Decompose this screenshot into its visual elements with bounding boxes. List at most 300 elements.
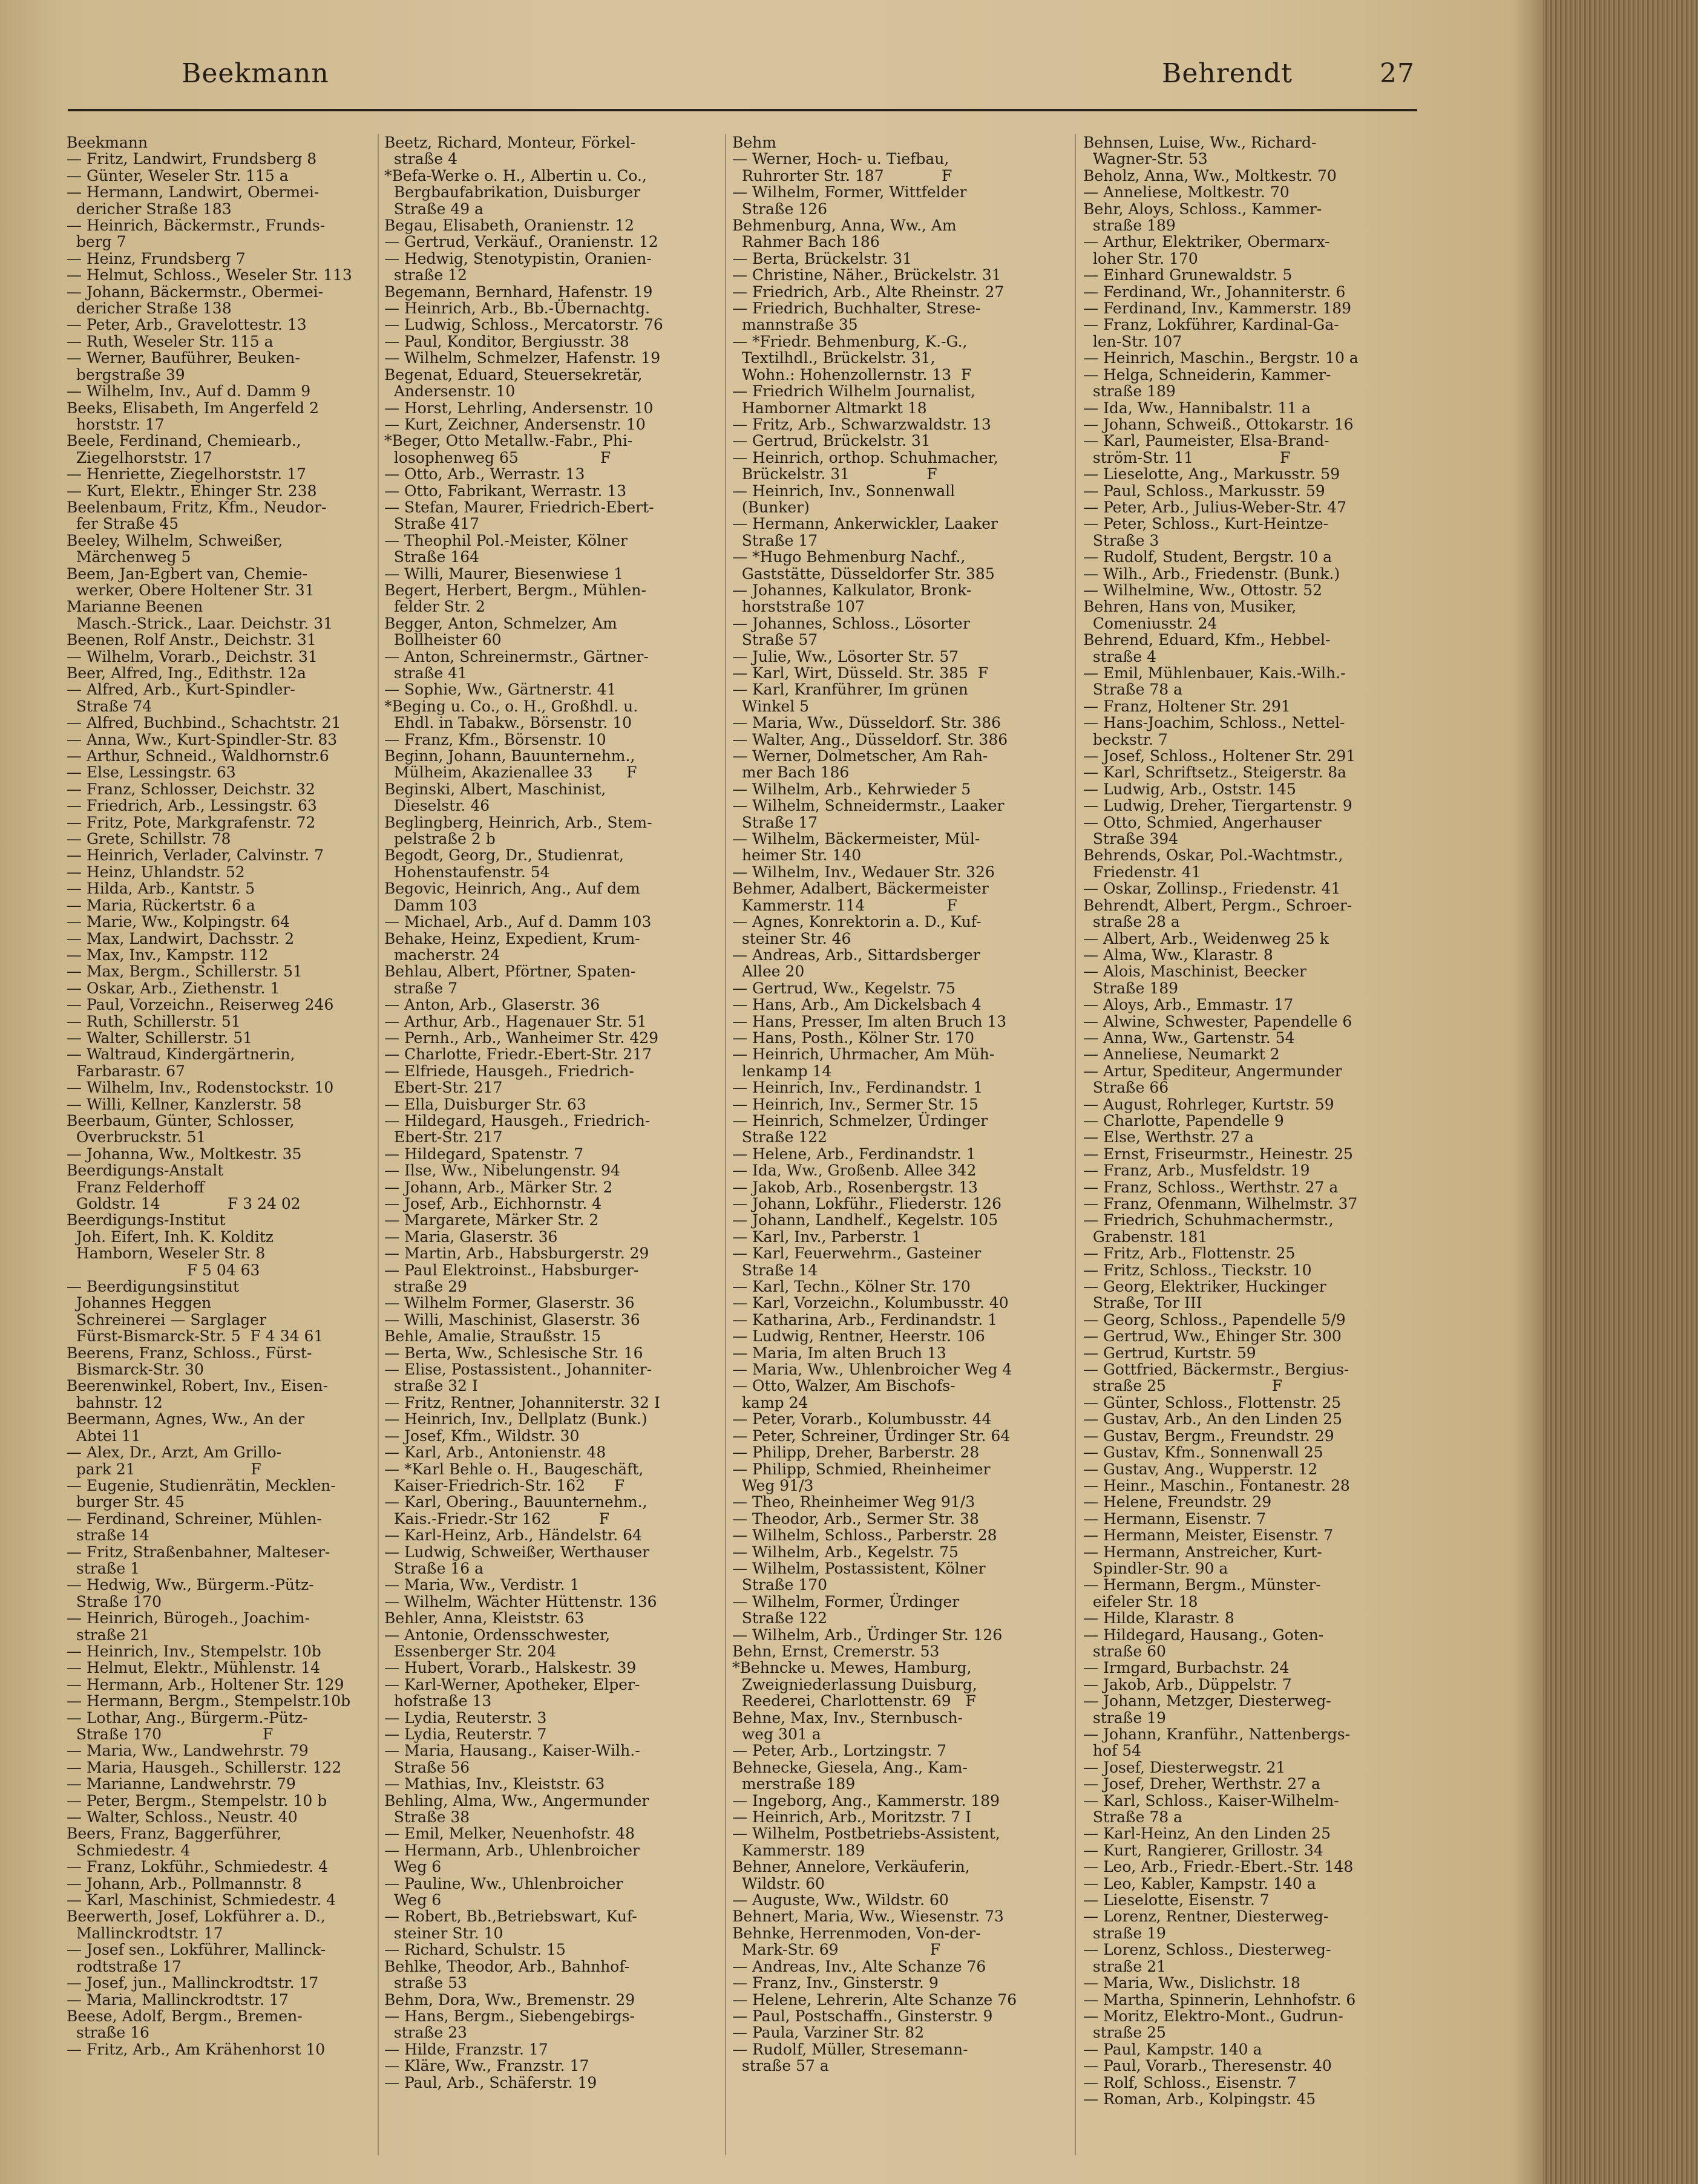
directory-entry: Behner, Annelore, Verkäuferin, bbox=[732, 1858, 970, 1876]
directory-entry: — Heinrich, Bürogeh., Joachim- bbox=[67, 1609, 310, 1627]
directory-entry: — Heinrich, Arb., Moritzstr. 7 I bbox=[732, 1808, 971, 1826]
directory-column-1 bbox=[67, 134, 390, 2058]
directory-entry: — Emil, Mühlenbauer, Kais.-Wilh.- bbox=[1083, 664, 1346, 682]
directory-entry: — Oskar, Arb., Ziethenstr. 1 bbox=[67, 979, 280, 997]
directory-entry: — Grete, Schillstr. 78 bbox=[67, 830, 231, 848]
directory-column-4 bbox=[1083, 134, 1407, 2107]
directory-entry: — Ferdinand, Schreiner, Mühlen- bbox=[67, 1509, 322, 1528]
directory-entry: Straße, Tor III bbox=[1083, 1294, 1202, 1312]
directory-entry: — Franz, Arb., Musfeldstr. 19 bbox=[1083, 1162, 1310, 1180]
directory-entry: — Gustav, Arb., An den Linden 25 bbox=[1083, 1410, 1343, 1428]
directory-entry: — Eugenie, Studienrätin, Mecklen- bbox=[67, 1476, 336, 1494]
directory-entry: — August, Rohrleger, Kurtstr. 59 bbox=[1083, 1095, 1334, 1113]
directory-entry: Beekmann bbox=[67, 134, 148, 151]
directory-entry: — Fritz, Schloss., Tieckstr. 10 bbox=[1083, 1261, 1312, 1279]
directory-entry: — Kurt, Zeichner, Andersenstr. 10 bbox=[384, 415, 646, 433]
directory-entry: *Beging u. Co., o. H., Großhdl. u. bbox=[384, 697, 638, 715]
directory-entry: Beelenbaum, Fritz, Kfm., Neudor- bbox=[67, 498, 327, 516]
directory-entry: Hohenstaufenstr. 54 bbox=[384, 863, 550, 881]
directory-entry: Bollheister 60 bbox=[384, 631, 502, 649]
directory-entry: dericher Straße 183 bbox=[67, 200, 232, 218]
directory-entry: — Arthur, Elektriker, Obermarx- bbox=[1083, 233, 1330, 251]
directory-entry: — Josef, Kfm., Wildstr. 30 bbox=[384, 1427, 580, 1445]
directory-entry: — Einhard Grunewaldstr. 5 bbox=[1083, 266, 1293, 284]
directory-entry: — Kläre, Ww., Franzstr. 17 bbox=[384, 2057, 589, 2075]
directory-entry: Behmenburg, Anna, Ww., Am bbox=[732, 217, 957, 235]
directory-entry: — Lydia, Reuterstr. 3 bbox=[384, 1708, 547, 1727]
directory-entry: Begenat, Eduard, Steuersekretär, bbox=[384, 365, 643, 384]
directory-entry: Kammerstr. 114 F bbox=[732, 896, 957, 914]
directory-entry: straße 7 bbox=[384, 979, 457, 997]
directory-entry: — Johanna, Ww., Moltkestr. 35 bbox=[67, 1145, 302, 1163]
directory-entry: — Peter, Arb., Lortzingstr. 7 bbox=[732, 1742, 947, 1760]
directory-entry: — Wilhelm, Wächter Hüttenstr. 136 bbox=[384, 1592, 657, 1610]
directory-entry: — Gertrud, Brückelstr. 31 bbox=[732, 432, 931, 450]
directory-entry: — Henriette, Ziegelhorststr. 17 bbox=[67, 465, 306, 483]
directory-entry: lenkamp 14 bbox=[732, 1062, 832, 1080]
directory-entry: Weg 91/3 bbox=[732, 1476, 814, 1494]
directory-entry: (Bunker) bbox=[732, 498, 810, 516]
directory-entry: — Auguste, Ww., Wildstr. 60 bbox=[732, 1891, 949, 1909]
directory-entry: — Hermann, Eisenstr. 7 bbox=[1083, 1509, 1267, 1528]
directory-entry: loher Str. 170 bbox=[1083, 249, 1198, 267]
directory-entry: Grabenstr. 181 bbox=[1083, 1228, 1208, 1246]
directory-entry: — Paul, Postschaffn., Ginsterstr. 9 bbox=[732, 2007, 993, 2025]
directory-entry: — Gustav, Kfm., Sonnenwall 25 bbox=[1083, 1443, 1323, 1462]
directory-entry: straße 21 bbox=[1083, 1957, 1166, 1975]
directory-entry: Behnecke, Giesela, Ang., Kam- bbox=[732, 1758, 968, 1776]
directory-entry: — Heinrich, Inv., Stempelstr. 10b bbox=[67, 1642, 321, 1660]
directory-entry: — Stefan, Maurer, Friedrich-Ebert- bbox=[384, 498, 654, 516]
directory-entry: — Andreas, Inv., Alte Schanze 76 bbox=[732, 1957, 986, 1975]
directory-entry: Straße 3 bbox=[1083, 531, 1159, 549]
directory-entry: — Christine, Näher., Brückelstr. 31 bbox=[732, 266, 1001, 284]
running-head-left: Beekmann bbox=[182, 58, 329, 89]
directory-entry: straße 25 F bbox=[1083, 1377, 1283, 1395]
directory-entry: straße 19 bbox=[1083, 1708, 1166, 1727]
directory-entry: Hamborn, Weseler Str. 8 bbox=[67, 1244, 266, 1263]
directory-entry: — Theodor, Arb., Sermer Str. 38 bbox=[732, 1509, 979, 1528]
directory-entry: merstraße 189 bbox=[732, 1775, 856, 1793]
directory-entry: — Alfred, Buchbind., Schachtstr. 21 bbox=[67, 714, 341, 732]
directory-entry: — Martin, Arb., Habsburgerstr. 29 bbox=[384, 1244, 649, 1263]
directory-entry: straße 57 a bbox=[732, 2057, 829, 2074]
directory-entry: — Hubert, Vorarb., Halskestr. 39 bbox=[384, 1659, 637, 1677]
directory-entry: — Charlotte, Papendelle 9 bbox=[1083, 1111, 1284, 1130]
header-rule bbox=[68, 109, 1417, 111]
directory-entry: — Willi, Maschinist, Glaserstr. 36 bbox=[384, 1310, 640, 1329]
directory-entry: Comeniusstr. 24 bbox=[1083, 614, 1218, 632]
directory-entry: — Heinz, Frundsberg 7 bbox=[67, 249, 246, 267]
directory-entry: — Fritz, Arb., Am Krähenhorst 10 bbox=[67, 2040, 326, 2058]
directory-entry: — Wilhelm, Schmelzer, Hafenstr. 19 bbox=[384, 349, 661, 367]
directory-entry: Straße 78 a bbox=[1083, 1808, 1183, 1826]
directory-entry: Behling, Alma, Ww., Angermunder bbox=[384, 1791, 649, 1810]
directory-entry: len-Str. 107 bbox=[1083, 332, 1182, 350]
directory-entry: — Hildegard, Hausang., Goten- bbox=[1083, 1626, 1324, 1644]
directory-entry: — Heinrich, Uhrmacher, Am Müh- bbox=[732, 1045, 995, 1064]
directory-entry: — Marie, Ww., Kolpingstr. 64 bbox=[67, 913, 290, 931]
directory-entry: Straße 66 bbox=[1083, 1079, 1169, 1097]
directory-entry: — Karl, Techn., Kölner Str. 170 bbox=[732, 1278, 971, 1296]
directory-entry: — Josef, Arb., Eichhornstr. 4 bbox=[384, 1195, 602, 1212]
directory-entry: straße 32 I bbox=[384, 1377, 478, 1395]
directory-entry: — *Friedr. Behmenburg, K.-G., bbox=[732, 332, 968, 350]
directory-entry: — Heinrich, Schmelzer, Ürdinger bbox=[732, 1111, 988, 1130]
directory-entry: — Ella, Duisburger Str. 63 bbox=[384, 1095, 586, 1113]
directory-entry: Begger, Anton, Schmelzer, Am bbox=[384, 614, 617, 632]
directory-entry: — Gustav, Ang., Wupperstr. 12 bbox=[1083, 1460, 1318, 1478]
directory-entry: — Hildegard, Hausgeh., Friedrich- bbox=[384, 1111, 651, 1130]
directory-entry: — Theo, Rheinheimer Weg 91/3 bbox=[732, 1493, 975, 1511]
directory-entry: losophenweg 65 F bbox=[384, 448, 611, 466]
directory-entry: Straße 170 F bbox=[67, 1725, 274, 1743]
directory-entry: — Heinrich, Verlader, Calvinstr. 7 bbox=[67, 846, 324, 865]
directory-entry: — Peter, Arb., Julius-Weber-Str. 47 bbox=[1083, 498, 1347, 516]
directory-entry: — Hilde, Franzstr. 17 bbox=[384, 2040, 548, 2058]
directory-entry: — Karl, Vorzeichn., Kolumbusstr. 40 bbox=[732, 1294, 1009, 1312]
directory-entry: Brückelstr. 31 F bbox=[732, 465, 937, 483]
directory-entry: — Leo, Kabler, Kampstr. 140 a bbox=[1083, 1874, 1316, 1892]
directory-entry: — Paul Elektroinst., Habsburger- bbox=[384, 1261, 639, 1279]
directory-entry: — Werner, Dolmetscher, Am Rah- bbox=[732, 747, 988, 765]
directory-entry: — Roman, Arb., Kolpingstr. 45 bbox=[1083, 2090, 1316, 2108]
directory-entry: — Hans, Bergm., Siebengebirgs- bbox=[384, 2007, 635, 2025]
directory-entry: — Walter, Schloss., Neustr. 40 bbox=[67, 1808, 298, 1826]
directory-entry: — Friedrich, Arb., Alte Rheinstr. 27 bbox=[732, 283, 1005, 301]
directory-entry: Behle, Amalie, Straußstr. 15 bbox=[384, 1327, 601, 1345]
directory-entry: — Karl-Heinz, Arb., Händelstr. 64 bbox=[384, 1526, 642, 1545]
directory-entry: — Fritz, Pote, Markgrafenstr. 72 bbox=[67, 813, 316, 831]
directory-entry: — Karl, Feuerwehrm., Gasteiner bbox=[732, 1244, 982, 1263]
directory-entry: Beese, Adolf, Bergm., Bremen- bbox=[67, 2007, 303, 2025]
directory-entry: — Josef, Schloss., Holtener Str. 291 bbox=[1083, 747, 1356, 765]
directory-entry: — Heinrich, Maschin., Bergstr. 10 a bbox=[1083, 349, 1359, 367]
directory-entry: Ziegelhorststr. 17 bbox=[67, 448, 212, 466]
directory-entry: — Hilda, Arb., Kantstr. 5 bbox=[67, 880, 255, 898]
directory-entry: — Arthur, Arb., Hagenauer Str. 51 bbox=[384, 1012, 647, 1030]
directory-entry: Joh. Eifert, Inh. K. Kolditz bbox=[67, 1228, 274, 1246]
directory-entry: — Georg, Elektriker, Huckinger bbox=[1083, 1278, 1326, 1296]
directory-entry: — Friedrich, Schuhmachermstr., bbox=[1083, 1211, 1334, 1229]
directory-entry: Behren, Hans von, Musiker, bbox=[1083, 598, 1297, 616]
directory-entry: Mallinckrodtstr. 17 bbox=[67, 1924, 223, 1942]
directory-entry: — Heinz, Uhlandstr. 52 bbox=[67, 863, 245, 881]
directory-entry: Weg 6 bbox=[384, 1858, 442, 1876]
directory-entry: — Heinrich, Inv., Dellplatz (Bunk.) bbox=[384, 1410, 647, 1428]
directory-entry: Behne, Max, Inv., Sternbusch- bbox=[732, 1708, 963, 1727]
directory-entry: Textilhdl., Brückelstr. 31, bbox=[732, 349, 936, 367]
directory-entry: bergstraße 39 bbox=[67, 365, 185, 384]
directory-entry: — Franz, Lokführer, Kardinal-Ga- bbox=[1083, 316, 1339, 334]
directory-entry: — Johann, Metzger, Diesterweg- bbox=[1083, 1692, 1331, 1710]
directory-entry: — Rudolf, Müller, Stresemann- bbox=[732, 2040, 968, 2058]
directory-entry: Straße 38 bbox=[384, 1808, 470, 1826]
directory-entry: — Lorenz, Schloss., Diesterweg- bbox=[1083, 1941, 1331, 1959]
directory-entry: Goldstr. 14 F 3 24 02 bbox=[67, 1195, 301, 1212]
directory-entry: straße 25 bbox=[1083, 2024, 1166, 2042]
directory-entry: — Gertrud, Ww., Ehinger Str. 300 bbox=[1083, 1327, 1342, 1345]
directory-entry: — Franz, Ofenmann, Wilhelmstr. 37 bbox=[1083, 1195, 1358, 1212]
directory-entry: — Theophil Pol.-Meister, Kölner bbox=[384, 531, 628, 549]
directory-entry: Ehdl. in Tabakw., Börsenstr. 10 bbox=[384, 714, 632, 732]
directory-entry: — Johannes, Kalkulator, Bronk- bbox=[732, 581, 972, 599]
directory-entry: — Peter, Vorarb., Kolumbusstr. 44 bbox=[732, 1410, 992, 1428]
directory-entry: eifeler Str. 18 bbox=[1083, 1592, 1198, 1610]
directory-entry: — Berta, Ww., Schlesische Str. 16 bbox=[384, 1344, 643, 1362]
directory-entry: Beholz, Anna, Ww., Moltkestr. 70 bbox=[1083, 166, 1337, 185]
directory-entry: — Karl-Werner, Apotheker, Elper- bbox=[384, 1675, 640, 1693]
directory-entry: Behnsen, Luise, Ww., Richard- bbox=[1083, 134, 1317, 151]
directory-entry: Fürst-Bismarck-Str. 5 F 4 34 61 bbox=[67, 1327, 324, 1345]
directory-entry: bahnstr. 12 bbox=[67, 1393, 163, 1411]
directory-entry: — Werner, Hoch- u. Tiefbau, bbox=[732, 150, 949, 168]
directory-entry: — Gertrud, Ww., Kegelstr. 75 bbox=[732, 979, 956, 997]
directory-entry: — Wilhelm, Arb., Ürdinger Str. 126 bbox=[732, 1626, 1003, 1644]
directory-entry: — Ernst, Friseurmstr., Heinestr. 25 bbox=[1083, 1145, 1353, 1163]
directory-entry: — Albert, Arb., Weidenweg 25 k bbox=[1083, 929, 1329, 947]
directory-entry: Ebert-Str. 217 bbox=[384, 1128, 503, 1146]
directory-entry: — *Karl Behle o. H., Baugeschäft, bbox=[384, 1460, 644, 1478]
directory-entry: — Hans, Presser, Im alten Bruch 13 bbox=[732, 1012, 1007, 1030]
directory-entry: — Heinrich, Bäckermstr., Frunds- bbox=[67, 217, 326, 235]
column-divider bbox=[725, 134, 726, 2155]
directory-entry: heimer Str. 140 bbox=[732, 846, 862, 865]
directory-entry: Bismarck-Str. 30 bbox=[67, 1361, 204, 1379]
directory-entry: — Ida, Ww., Hannibalstr. 11 a bbox=[1083, 399, 1311, 417]
directory-entry: — Friedrich, Arb., Lessingstr. 63 bbox=[67, 797, 317, 815]
directory-entry: Straße 78 a bbox=[1083, 681, 1183, 699]
directory-entry: — Berta, Brückelstr. 31 bbox=[732, 249, 913, 267]
directory-entry: Farbarastr. 67 bbox=[67, 1062, 185, 1080]
directory-entry: straße 1 bbox=[67, 1559, 140, 1577]
directory-entry: — Maria, Ww., Landwehrstr. 79 bbox=[67, 1742, 309, 1760]
directory-entry: Mark-Str. 69 F bbox=[732, 1941, 940, 1959]
directory-entry: Rahmer Bach 186 bbox=[732, 233, 880, 251]
directory-entry: Straße 122 bbox=[732, 1128, 828, 1146]
directory-entry: — Alois, Maschinist, Beecker bbox=[1083, 963, 1306, 981]
directory-entry: straße 53 bbox=[384, 1974, 467, 1992]
directory-entry: — Gottfried, Bäckermstr., Bergius- bbox=[1083, 1361, 1349, 1379]
directory-entry: — Wilhelm, Arb., Kegelstr. 75 bbox=[732, 1543, 959, 1561]
directory-entry: Straße 74 bbox=[67, 697, 152, 715]
page-number: 27 bbox=[1380, 58, 1415, 89]
directory-entry: straße 23 bbox=[384, 2024, 467, 2042]
directory-entry: — Werner, Bauführer, Beuken- bbox=[67, 349, 300, 367]
directory-entry: horststraße 107 bbox=[732, 598, 865, 616]
directory-entry: — Johannes, Schloss., Lösorter bbox=[732, 614, 970, 632]
directory-entry: Straße 17 bbox=[732, 813, 818, 831]
directory-entry: — Karl, Schriftsetz., Steigerstr. 8a bbox=[1083, 763, 1347, 782]
directory-entry: — Karl-Heinz, An den Linden 25 bbox=[1083, 1825, 1331, 1843]
directory-entry: — Ferdinand, Inv., Kammerstr. 189 bbox=[1083, 299, 1352, 318]
directory-entry: — Josef, Diesterwegstr. 21 bbox=[1083, 1758, 1286, 1776]
directory-entry: Beermann, Agnes, Ww., An der bbox=[67, 1410, 305, 1428]
directory-entry: — Wilhelm Former, Glaserstr. 36 bbox=[384, 1294, 635, 1312]
directory-entry: — Elise, Postassistent., Johanniter- bbox=[384, 1361, 652, 1379]
directory-entry: Beerwerth, Josef, Lokführer a. D., bbox=[67, 1908, 326, 1926]
directory-entry: — Sophie, Ww., Gärtnerstr. 41 bbox=[384, 681, 617, 699]
directory-entry: — Maria, Im alten Bruch 13 bbox=[732, 1344, 946, 1362]
directory-entry: — Karl, Kranführer, Im grünen bbox=[732, 681, 968, 699]
directory-entry: — Paula, Varziner Str. 82 bbox=[732, 2024, 925, 2042]
directory-entry: — Alwine, Schwester, Papendelle 6 bbox=[1083, 1012, 1352, 1030]
directory-entry: — Ludwig, Arb., Oststr. 145 bbox=[1083, 780, 1296, 798]
directory-entry: — Martha, Spinnerin, Lehnhofstr. 6 bbox=[1083, 1990, 1356, 2009]
directory-entry: — Margarete, Märker Str. 2 bbox=[384, 1211, 599, 1229]
directory-entry: — Hans, Arb., Am Dickelsbach 4 bbox=[732, 996, 982, 1014]
directory-entry: Straße 126 bbox=[732, 200, 828, 218]
directory-entry: — Elfriede, Hausgeh., Friedrich- bbox=[384, 1062, 634, 1080]
directory-entry: — Anna, Ww., Kurt-Spindler-Str. 83 bbox=[67, 730, 338, 748]
directory-entry: — Fritz, Rentner, Johanniterstr. 32 I bbox=[384, 1393, 660, 1411]
directory-entry: — Maria, Ww., Dislichstr. 18 bbox=[1083, 1974, 1300, 1992]
directory-entry: — Gustav, Bergm., Freundstr. 29 bbox=[1083, 1427, 1334, 1445]
directory-entry: — Arthur, Schneid., Waldhornstr.6 bbox=[67, 747, 329, 765]
directory-entry: — Hermann, Meister, Eisenstr. 7 bbox=[1083, 1526, 1334, 1545]
directory-entry: Abtei 11 bbox=[67, 1427, 141, 1445]
directory-entry: — Michael, Arb., Auf d. Damm 103 bbox=[384, 913, 652, 931]
directory-entry: Spindler-Str. 90 a bbox=[1083, 1559, 1228, 1577]
directory-entry: Ruhrorter Str. 187 F bbox=[732, 166, 952, 185]
directory-entry: — Johann, Arb., Pollmannstr. 8 bbox=[67, 1874, 302, 1892]
directory-entry: macherstr. 24 bbox=[384, 946, 500, 964]
directory-entry: — Ludwig, Schloss., Mercatorstr. 76 bbox=[384, 316, 663, 334]
directory-entry: — Rolf, Schloss., Eisenstr. 7 bbox=[1083, 2073, 1297, 2091]
directory-entry: Wohn.: Hohenzollernstr. 13 F bbox=[732, 365, 972, 384]
directory-entry: — Jakob, Arb., Düppelstr. 7 bbox=[1083, 1675, 1292, 1693]
directory-entry: straße 14 bbox=[67, 1526, 149, 1545]
directory-entry: — Ruth, Weseler Str. 115 a bbox=[67, 332, 274, 350]
directory-entry: steiner Str. 46 bbox=[732, 929, 851, 947]
directory-entry: — Hildegard, Spatenstr. 7 bbox=[384, 1145, 584, 1163]
directory-entry: Masch.-Strick., Laar. Deichstr. 31 bbox=[67, 614, 333, 632]
directory-entry: — Lothar, Ang., Bürgerm.-Pütz- bbox=[67, 1708, 308, 1727]
directory-entry: — Willi, Maurer, Biesenwiese 1 bbox=[384, 564, 624, 583]
directory-entry: — Maria, Rückertstr. 6 a bbox=[67, 896, 255, 914]
directory-entry: Behn, Ernst, Cremerstr. 53 bbox=[732, 1642, 940, 1660]
directory-entry: — Hermann, Landwirt, Obermei- bbox=[67, 183, 320, 201]
directory-entry: — Kurt, Elektr., Ehinger Str. 238 bbox=[67, 482, 317, 500]
directory-entry: straße 19 bbox=[1083, 1924, 1166, 1942]
directory-entry: Begau, Elisabeth, Oranienstr. 12 bbox=[384, 217, 635, 235]
directory-entry: Behrendt, Albert, Pergm., Schroer- bbox=[1083, 896, 1352, 914]
directory-entry: — Max, Inv., Kampstr. 112 bbox=[67, 946, 269, 964]
book-page-edges bbox=[1543, 0, 1698, 2184]
directory-entry: — Georg, Schloss., Papendelle 5/9 bbox=[1083, 1310, 1346, 1329]
directory-entry: — Otto, Arb., Werrastr. 13 bbox=[384, 465, 585, 483]
directory-entry: — Max, Landwirt, Dachsstr. 2 bbox=[67, 929, 295, 947]
directory-entry: — Ilse, Ww., Nibelungenstr. 94 bbox=[384, 1162, 620, 1180]
directory-entry: — Ingeborg, Ang., Kammerstr. 189 bbox=[732, 1791, 1000, 1810]
directory-entry: Zweigniederlassung Duisburg, bbox=[732, 1675, 977, 1693]
directory-entry: Straße 417 bbox=[384, 515, 480, 533]
directory-entry: Schreinerei — Sarglager bbox=[67, 1310, 267, 1329]
directory-entry: — Wilhelm, Vorarb., Deichstr. 31 bbox=[67, 647, 318, 665]
directory-entry: — Gertrud, Kurtstr. 59 bbox=[1083, 1344, 1256, 1362]
directory-entry: werker, Obere Holtener Str. 31 bbox=[67, 581, 315, 599]
directory-entry: Dieselstr. 46 bbox=[384, 797, 490, 815]
directory-entry: park 21 F bbox=[67, 1460, 261, 1478]
directory-entry: — Lydia, Reuterstr. 7 bbox=[384, 1725, 547, 1743]
directory-entry: — Lorenz, Rentner, Diesterweg- bbox=[1083, 1908, 1329, 1926]
directory-entry: — Johann, Arb., Märker Str. 2 bbox=[384, 1178, 613, 1196]
directory-entry: — Karl, Paumeister, Elsa-Brand- bbox=[1083, 432, 1329, 450]
directory-entry: *Behncke u. Mewes, Hamburg, bbox=[732, 1659, 972, 1677]
directory-entry: Beele, Ferdinand, Chemiearb., bbox=[67, 432, 301, 450]
directory-entry: Friedenstr. 41 bbox=[1083, 863, 1201, 881]
directory-entry: Begert, Herbert, Bergm., Mühlen- bbox=[384, 581, 646, 599]
directory-entry: straße 41 bbox=[384, 664, 467, 682]
directory-entry: — Moritz, Elektro-Mont., Gudrun- bbox=[1083, 2007, 1343, 2025]
directory-entry: Winkel 5 bbox=[732, 697, 810, 715]
directory-entry: — Kurt, Rangierer, Grillostr. 34 bbox=[1083, 1841, 1323, 1859]
directory-entry: — Hermann, Bergm., Stempelstr.10b bbox=[67, 1692, 351, 1710]
directory-entry: — Wilhelm, Postassistent, Kölner bbox=[732, 1559, 986, 1577]
directory-entry: straße 12 bbox=[384, 266, 467, 284]
directory-entry: straße 189 bbox=[1083, 217, 1176, 235]
directory-entry: — Wilhelm, Bäckermeister, Mül- bbox=[732, 830, 980, 848]
directory-entry: — Julie, Ww., Lösorter Str. 57 bbox=[732, 647, 959, 665]
directory-entry: straße 4 bbox=[1083, 647, 1156, 665]
directory-entry: Beerens, Franz, Schloss., Fürst- bbox=[67, 1344, 312, 1362]
directory-entry: Gaststätte, Düsseldorfer Str. 385 bbox=[732, 564, 995, 583]
directory-entry: straße 29 bbox=[384, 1278, 467, 1296]
directory-entry: — Franz, Holtener Str. 291 bbox=[1083, 697, 1291, 715]
directory-entry: — Heinrich, Arb., Bb.-Übernachtg. bbox=[384, 299, 651, 318]
directory-entry: — Beerdigungsinstitut bbox=[67, 1278, 240, 1296]
directory-entry: — Ludwig, Dreher, Tiergartenstr. 9 bbox=[1083, 797, 1352, 815]
directory-entry: — Johann, Bäckermstr., Obermei- bbox=[67, 283, 324, 301]
running-head-right: Behrendt bbox=[1162, 58, 1293, 89]
directory-entry: — Johann, Kranführ., Nattenbergs- bbox=[1083, 1725, 1351, 1743]
directory-entry: mer Bach 186 bbox=[732, 763, 850, 782]
directory-entry: — Hermann, Arb., Holtener Str. 129 bbox=[67, 1675, 344, 1693]
directory-entry: — Horst, Lehrling, Andersenstr. 10 bbox=[384, 399, 654, 417]
directory-entry: — Ludwig, Rentner, Heerstr. 106 bbox=[732, 1327, 985, 1345]
directory-entry: Kammerstr. 189 bbox=[732, 1841, 865, 1859]
directory-entry: — *Hugo Behmenburg Nachf., bbox=[732, 548, 966, 566]
directory-entry: — Ruth, Schillerstr. 51 bbox=[67, 1012, 241, 1030]
directory-entry: — Otto, Fabrikant, Werrastr. 13 bbox=[384, 482, 627, 500]
directory-entry: — Lieselotte, Eisenstr. 7 bbox=[1083, 1891, 1270, 1909]
directory-entry: — Johann, Landhelf., Kegelstr. 105 bbox=[732, 1211, 998, 1229]
directory-entry: Kais.-Friedr.-Str 162 F bbox=[384, 1509, 609, 1528]
directory-entry: — Antonie, Ordensschwester, bbox=[384, 1626, 611, 1644]
directory-entry: — Hermann, Arb., Uhlenbroicher bbox=[384, 1841, 640, 1859]
directory-entry: Marianne Beenen bbox=[67, 598, 203, 616]
directory-entry: — Anna, Ww., Gartenstr. 54 bbox=[1083, 1028, 1295, 1047]
directory-entry: felder Str. 2 bbox=[384, 598, 485, 616]
directory-entry: — Wilhelm, Inv., Auf d. Damm 9 bbox=[67, 382, 311, 401]
directory-entry: Beerdigungs-Anstalt bbox=[67, 1162, 224, 1180]
directory-entry: Beerbaum, Günter, Schlosser, bbox=[67, 1111, 295, 1130]
directory-entry: — Charlotte, Friedr.-Ebert-Str. 217 bbox=[384, 1045, 652, 1064]
directory-entry: Beem, Jan-Egbert van, Chemie- bbox=[67, 564, 308, 583]
directory-entry: — Karl, Schloss., Kaiser-Wilhelm- bbox=[1083, 1791, 1339, 1810]
directory-entry: Schmiedestr. 4 bbox=[67, 1841, 191, 1859]
directory-entry: Begemann, Bernhard, Hafenstr. 19 bbox=[384, 283, 653, 301]
directory-entry: — Peter, Schreiner, Ürdinger Str. 64 bbox=[732, 1427, 1011, 1445]
directory-entry: — Heinrich, Inv., Ferdinandstr. 1 bbox=[732, 1079, 983, 1097]
directory-entry: — Otto, Schmied, Angerhauser bbox=[1083, 813, 1322, 831]
directory-entry: rodtstraße 17 bbox=[67, 1957, 182, 1975]
directory-entry: — Hilde, Klarastr. 8 bbox=[1083, 1609, 1234, 1627]
directory-entry: mannstraße 35 bbox=[732, 316, 858, 334]
directory-entry: Franz Felderhoff bbox=[67, 1178, 205, 1196]
directory-entry: — Josef sen., Lokführer, Mallinck- bbox=[67, 1941, 326, 1959]
directory-entry: straße 4 bbox=[384, 150, 457, 168]
